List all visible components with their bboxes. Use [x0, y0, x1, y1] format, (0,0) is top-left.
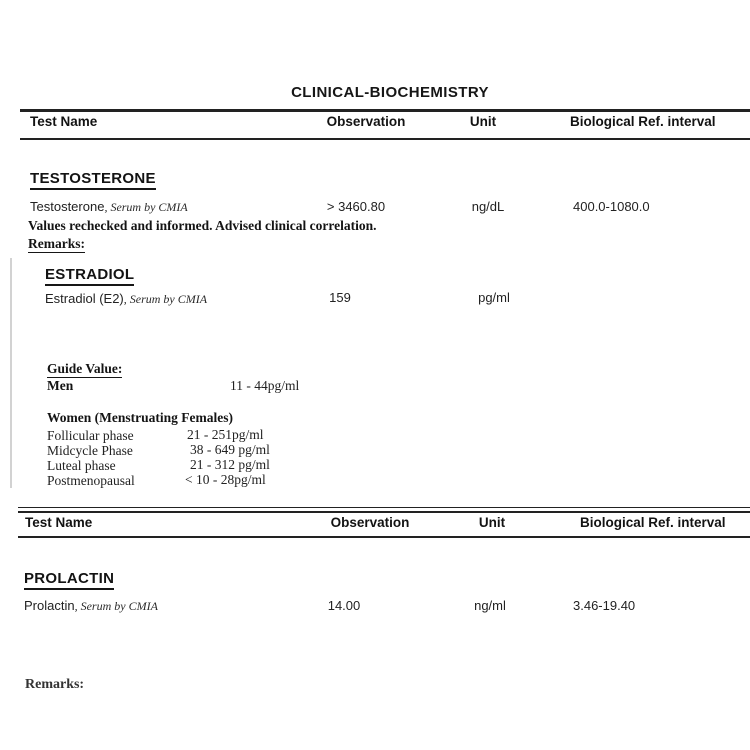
table2-col-test-name: Test Name — [25, 515, 93, 530]
table1-bottom-rule — [20, 138, 750, 140]
guide-men-value: 11 - 44pg/ml — [230, 378, 300, 393]
page-title: CLINICAL-BIOCHEMISTRY — [291, 84, 489, 101]
test-row-testosterone — [30, 199, 188, 215]
test-row-estradiol — [45, 291, 207, 307]
remarks-label: Remarks: — [28, 236, 85, 251]
table1-col-unit: Unit — [469, 114, 497, 129]
guide-row-label: Follicular phase — [47, 428, 134, 443]
test-method: , Serum by CMIA — [104, 200, 188, 214]
test-name: Testosterone — [30, 199, 105, 214]
guide-value-heading: Guide Value: — [47, 361, 123, 376]
clipped-remarks-label: Remarks: — [25, 677, 85, 692]
observation-value: 14.00 — [327, 598, 361, 613]
observation-value: 159 — [329, 290, 351, 305]
table2-bottom-rule — [18, 536, 750, 538]
unit-value: pg/ml — [478, 290, 510, 305]
recheck-note: Values rechecked and informed. Advised clinical correlation. — [28, 218, 377, 233]
guide-row-value: 21 - 251pg/ml — [187, 427, 264, 442]
table2-col-unit: Unit — [478, 515, 506, 530]
section-heading-estradiol: ESTRADIOL — [45, 266, 134, 286]
table1-col-observation: Observation — [326, 114, 406, 129]
test-method: , Serum by CMIA — [74, 599, 158, 613]
table2-col-ref-interval: Biological Ref. interval — [580, 515, 726, 530]
unit-value: ng/ml — [474, 598, 506, 613]
table1-col-ref-interval: Biological Ref. interval — [570, 114, 716, 129]
unit-value: ng/dL — [471, 199, 505, 214]
table2-top-rule — [18, 511, 750, 513]
test-name: Prolactin — [24, 598, 75, 613]
section-heading-testosterone: TESTOSTERONE — [30, 170, 156, 190]
guide-row-value: 38 - 649 pg/ml — [190, 442, 270, 457]
table2-col-observation: Observation — [330, 515, 410, 530]
guide-row-label: Luteal phase — [47, 458, 116, 473]
section-heading-prolactin: PROLACTIN — [24, 570, 114, 590]
scan-artifact-line — [10, 258, 12, 488]
guide-row-label: Postmenopausal — [47, 473, 135, 488]
observation-value: > 3460.80 — [326, 199, 386, 214]
test-name: Estradiol (E2) — [45, 291, 124, 306]
guide-row-label: Midcycle Phase — [47, 443, 133, 458]
guide-men-label: Men — [47, 378, 74, 393]
test-row-prolactin — [24, 598, 158, 614]
guide-women-heading: Women (Menstruating Females) — [47, 410, 233, 425]
table1-col-test-name: Test Name — [30, 114, 98, 129]
guide-row-value: 21 - 312 pg/ml — [190, 457, 270, 472]
ref-interval-value: 3.46-19.40 — [573, 598, 636, 613]
table1-top-rule — [20, 109, 750, 112]
table2-top-rule-thin — [18, 507, 750, 508]
guide-row-value: < 10 - 28pg/ml — [185, 472, 266, 487]
test-method: , Serum by CMIA — [123, 292, 208, 306]
ref-interval-value: 400.0-1080.0 — [573, 199, 650, 214]
